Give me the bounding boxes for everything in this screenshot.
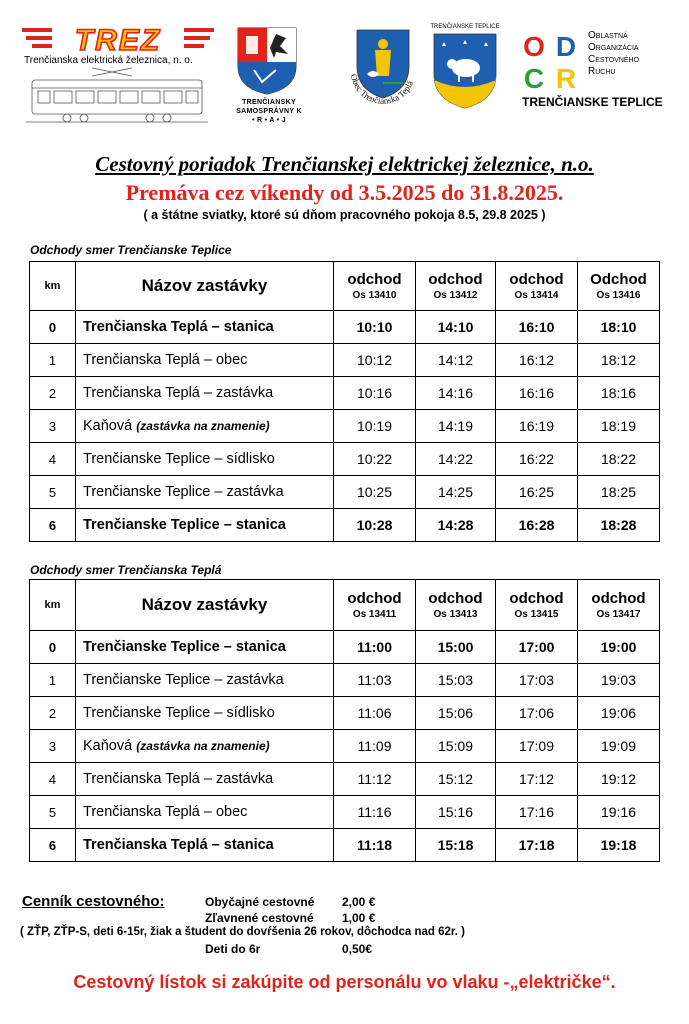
departure-time-cell: 14:25 — [416, 476, 496, 509]
departure-time-cell: 18:22 — [578, 443, 660, 476]
stop-name: Trenčianska Teplá – obec — [83, 352, 248, 368]
stop-name-cell — [76, 631, 334, 664]
odcr-line: Cestovného — [588, 54, 640, 65]
stop-name-cell — [76, 311, 334, 344]
km-cell: 2 — [30, 697, 76, 730]
stop-name: Trenčianske Teplice – stanica — [83, 517, 286, 533]
departure-time-cell: 10:19 — [334, 410, 416, 443]
departure-time-cell: 14:28 — [416, 509, 496, 542]
departure-label: odchod — [347, 271, 402, 288]
column-header-km: km — [30, 580, 76, 631]
table-row — [30, 763, 660, 796]
stop-name-cell — [76, 697, 334, 730]
stop-name-cell — [76, 377, 334, 410]
departure-time-cell: 17:03 — [496, 664, 578, 697]
validity-title: Premáva cez víkendy od 3.5.2025 do 31.8.2025. — [125, 180, 564, 205]
stop-name: Kaňová — [83, 738, 133, 754]
departure-time-cell: 14:12 — [416, 344, 496, 377]
obec-trencianska-tepla-coat-of-arms — [343, 26, 423, 106]
odcr-city: TRENČIANSKE TEPLICE — [522, 95, 663, 109]
km-cell: 6 — [30, 829, 76, 862]
departure-time-cell: 17:06 — [496, 697, 578, 730]
column-header-km: km — [30, 262, 76, 311]
departure-time-cell: 16:19 — [496, 410, 578, 443]
column-header-departure — [334, 262, 416, 311]
departure-time-cell: 15:00 — [416, 631, 496, 664]
departure-time-cell: 19:12 — [578, 763, 660, 796]
departure-time-cell: 18:25 — [578, 476, 660, 509]
trenciansky-kraj-coat-of-arms — [236, 26, 298, 96]
stop-name: Trenčianska Teplá – zastávka — [83, 385, 274, 401]
departure-time-cell: 16:16 — [496, 377, 578, 410]
timetable-to-trencianske-teplice — [29, 261, 660, 542]
stop-name-cell — [76, 344, 334, 377]
departure-label: odchod — [347, 590, 402, 607]
stop-name: Trenčianska Teplá – obec — [83, 804, 248, 820]
table-row — [30, 377, 660, 410]
svg-text:Obec Trenčianska Teplá: Obec Trenčianska Teplá — [348, 72, 416, 106]
column-header-departure — [416, 580, 496, 631]
table-row — [30, 631, 660, 664]
departure-time-cell: 19:16 — [578, 796, 660, 829]
km-cell: 1 — [30, 664, 76, 697]
departure-time-cell: 11:12 — [334, 763, 416, 796]
column-header-stop-name: Názov zastávky — [76, 262, 334, 311]
departure-time-cell: 11:16 — [334, 796, 416, 829]
column-header-departure — [578, 580, 660, 631]
trencianske-teplice-coat-of-arms — [430, 24, 500, 110]
departure-label: odchod — [509, 590, 564, 607]
svg-text:TREZ: TREZ — [74, 24, 162, 56]
train-number: Os 13411 — [352, 609, 397, 620]
holiday-note: ( a štátne sviatky, ktoré sú dňom pracovného pokoja 8.5, 29.8 2025 ) — [143, 208, 546, 222]
table-row — [30, 509, 660, 542]
departure-time-cell: 19:18 — [578, 829, 660, 862]
km-cell: 4 — [30, 763, 76, 796]
column-header-departure — [334, 580, 416, 631]
departure-time-cell: 17:00 — [496, 631, 578, 664]
svg-text:O: O — [523, 31, 545, 62]
stop-name-cell — [76, 664, 334, 697]
departure-time-cell: 17:09 — [496, 730, 578, 763]
train-number: Os 13415 — [514, 609, 559, 620]
departure-time-cell: 15:06 — [416, 697, 496, 730]
stop-name-cell — [76, 730, 334, 763]
table-row — [30, 664, 660, 697]
departure-time-cell: 15:18 — [416, 829, 496, 862]
train-number: Os 13414 — [514, 290, 559, 301]
stop-name-cell — [76, 410, 334, 443]
departure-time-cell: 19:09 — [578, 730, 660, 763]
departure-time-cell: 17:12 — [496, 763, 578, 796]
odcr-line: Oblastná — [588, 30, 628, 41]
departure-time-cell: 11:18 — [334, 829, 416, 862]
departure-time-cell: 15:09 — [416, 730, 496, 763]
km-cell: 0 — [30, 311, 76, 344]
page-title: Cestovný poriadok Trenčianskej elektrickej železnice, n.o. — [95, 152, 594, 176]
departure-time-cell: 18:16 — [578, 377, 660, 410]
reduced-fare-eligibility: ( ZŤP, ZŤP-S, deti 6-15r, žiak a študent do dovŕšenia 26 rokov, dôchodca nad 62r. ) — [20, 926, 465, 938]
km-cell: 3 — [30, 730, 76, 763]
departure-time-cell: 14:16 — [416, 377, 496, 410]
departure-time-cell: 18:19 — [578, 410, 660, 443]
departure-time-cell: 11:00 — [334, 631, 416, 664]
stop-name: Trenčianska Teplá – zastávka — [83, 771, 274, 787]
odcr-name — [588, 30, 639, 78]
departure-label: odchod — [428, 590, 483, 607]
departure-time-cell: 17:16 — [496, 796, 578, 829]
kraj-caption: TRENČIANSKY SAMOSPRÁVNY K • R • A • J — [236, 99, 302, 124]
km-cell: 1 — [30, 344, 76, 377]
stop-note: (zastávka na znamenie) — [136, 739, 270, 753]
km-cell: 2 — [30, 377, 76, 410]
column-header-departure — [578, 262, 660, 311]
train-number: Os 13410 — [352, 290, 397, 301]
column-header-departure — [496, 262, 578, 311]
regular-fare-label: Obyčajné cestovné — [205, 895, 315, 909]
departure-time-cell: 10:10 — [334, 311, 416, 344]
pricing-heading: Cenník cestovného: — [22, 893, 165, 910]
table-row — [30, 730, 660, 763]
table-row — [30, 796, 660, 829]
table1-section-title: Odchody smer Trenčianske Teplice — [30, 243, 232, 257]
trez-subtitle: Trenčianska elektrická železnica, n. o. — [24, 55, 193, 66]
odcr-line: Organizácia — [588, 42, 639, 53]
stop-name-cell — [76, 443, 334, 476]
table-row — [30, 311, 660, 344]
departure-label: odchod — [428, 271, 483, 288]
departure-time-cell: 14:19 — [416, 410, 496, 443]
departure-time-cell: 19:06 — [578, 697, 660, 730]
stop-name: Kaňová — [83, 418, 133, 434]
km-cell: 0 — [30, 631, 76, 664]
children-fare-price: 0,50€ — [342, 942, 373, 956]
column-header-stop-name: Názov zastávky — [76, 580, 334, 631]
timetable-to-trencianska-tepla — [29, 579, 660, 862]
column-header-departure — [416, 262, 496, 311]
departure-time-cell: 16:28 — [496, 509, 578, 542]
departure-time-cell: 16:12 — [496, 344, 578, 377]
reduced-fare-label: Zľavnené cestovné — [205, 911, 314, 925]
stop-name-cell — [76, 476, 334, 509]
stop-name: Trenčianska Teplá – stanica — [83, 837, 274, 853]
stop-name-cell — [76, 509, 334, 542]
table-row — [30, 443, 660, 476]
departure-time-cell: 19:00 — [578, 631, 660, 664]
tt-caption: TRENČIANSKE TEPLICE — [430, 24, 500, 30]
km-cell: 5 — [30, 796, 76, 829]
departure-time-cell: 16:25 — [496, 476, 578, 509]
stop-name-cell — [76, 796, 334, 829]
departure-time-cell: 14:10 — [416, 311, 496, 344]
reduced-fare-price: 1,00 € — [342, 911, 376, 925]
departure-time-cell: 14:22 — [416, 443, 496, 476]
table-row — [30, 344, 660, 377]
train-number: Os 13416 — [596, 290, 641, 301]
departure-time-cell: 17:18 — [496, 829, 578, 862]
km-cell: 5 — [30, 476, 76, 509]
departure-time-cell: 18:28 — [578, 509, 660, 542]
km-cell: 6 — [30, 509, 76, 542]
departure-time-cell: 18:12 — [578, 344, 660, 377]
svg-text:R: R — [555, 63, 577, 92]
stop-name: Trenčianska Teplá – stanica — [83, 319, 274, 335]
train-number: Os 13412 — [433, 290, 478, 301]
departure-time-cell: 19:03 — [578, 664, 660, 697]
departure-label: odchod — [509, 271, 564, 288]
stop-name: Trenčianske Teplice – sídlisko — [83, 451, 275, 467]
table-row — [30, 829, 660, 862]
stop-note: (zastávka na znamenie) — [136, 419, 270, 433]
departure-time-cell: 16:22 — [496, 443, 578, 476]
km-cell: 4 — [30, 443, 76, 476]
stop-name: Trenčianske Teplice – stanica — [83, 639, 286, 655]
departure-time-cell: 10:25 — [334, 476, 416, 509]
stop-name-cell — [76, 829, 334, 862]
tram-drawing — [22, 66, 212, 128]
departure-label: Odchod — [590, 271, 647, 288]
train-number: Os 13417 — [596, 609, 641, 620]
table-row — [30, 410, 660, 443]
svg-text:C: C — [523, 63, 545, 92]
svg-text:D: D — [555, 31, 577, 62]
regular-fare-price: 2,00 € — [342, 895, 376, 909]
departure-time-cell: 10:28 — [334, 509, 416, 542]
departure-time-cell: 11:03 — [334, 664, 416, 697]
table-row — [30, 697, 660, 730]
departure-time-cell: 11:09 — [334, 730, 416, 763]
odcr-line: Ruchu — [588, 66, 616, 77]
departure-label: odchod — [591, 590, 646, 607]
departure-time-cell: 11:06 — [334, 697, 416, 730]
departure-time-cell: 15:03 — [416, 664, 496, 697]
stop-name: Trenčianske Teplice – sídlisko — [83, 705, 275, 721]
departure-time-cell: 10:16 — [334, 377, 416, 410]
departure-time-cell: 15:12 — [416, 763, 496, 796]
column-header-departure — [496, 580, 578, 631]
trez-wordmark-graphic — [22, 22, 214, 56]
ticket-purchase-note: Cestovný lístok si zakúpite od personálu vo vlaku -„električke“. — [73, 972, 616, 992]
table2-section-title: Odchody smer Trenčianska Teplá — [30, 563, 222, 577]
stop-name-cell — [76, 763, 334, 796]
table-row — [30, 476, 660, 509]
odcr-logo — [518, 28, 582, 92]
train-number: Os 13413 — [433, 609, 478, 620]
km-cell: 3 — [30, 410, 76, 443]
departure-time-cell: 16:10 — [496, 311, 578, 344]
stop-name: Trenčianske Teplice – zastávka — [83, 484, 284, 500]
departure-time-cell: 10:12 — [334, 344, 416, 377]
departure-time-cell: 15:16 — [416, 796, 496, 829]
departure-time-cell: 18:10 — [578, 311, 660, 344]
children-fare-label: Deti do 6r — [205, 942, 261, 956]
stop-name: Trenčianske Teplice – zastávka — [83, 672, 284, 688]
departure-time-cell: 10:22 — [334, 443, 416, 476]
